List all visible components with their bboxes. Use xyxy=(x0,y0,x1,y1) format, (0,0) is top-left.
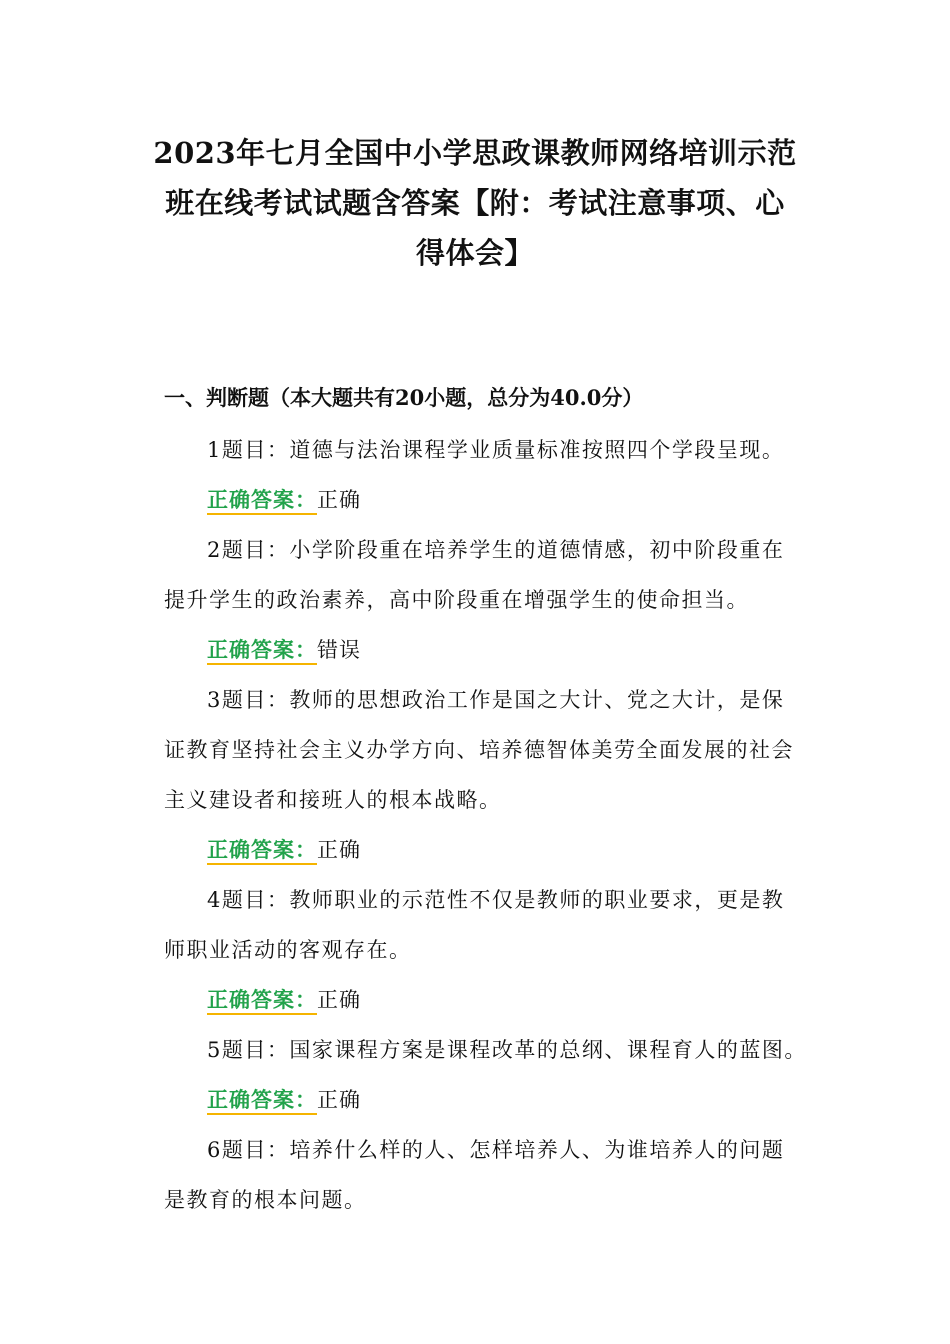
answer-2 xyxy=(207,634,361,666)
answer-value: 正确 xyxy=(317,838,361,862)
document-title xyxy=(150,128,800,278)
question-4-line: 师职业活动的客观存在。 xyxy=(164,938,412,962)
answer-5 xyxy=(207,1084,361,1116)
question-5-line: 5题目：国家课程方案是课程改革的总纲、课程育人的蓝图。 xyxy=(207,1038,807,1062)
answer-label: 正确答案： xyxy=(207,1087,317,1115)
answer-value: 错误 xyxy=(317,638,361,662)
question-1-line: 1题目：道德与法治课程学业质量标准按照四个学段呈现。 xyxy=(207,438,785,462)
question-3-line: 主义建设者和接班人的根本战略。 xyxy=(164,788,502,812)
title-line: 班在线考试试题含答案【附：考试注意事项、心 xyxy=(165,186,785,220)
answer-value: 正确 xyxy=(317,988,361,1012)
question-3-line: 3题目：教师的思想政治工作是国之大计、党之大计，是保 xyxy=(207,688,785,712)
question-6-line: 是教育的根本问题。 xyxy=(164,1188,367,1212)
title-line: 2023年七月全国中小学思政课教师网络培训示范 xyxy=(153,136,797,170)
answer-label: 正确答案： xyxy=(207,837,317,865)
section-heading: 一、判断题（本大题共有20小题，总分为40.0分） xyxy=(164,385,644,410)
answer-label: 正确答案： xyxy=(207,987,317,1015)
title-line: 得体会】 xyxy=(415,236,534,270)
answer-4 xyxy=(207,984,361,1016)
answer-value: 正确 xyxy=(317,1088,361,1112)
question-3-line: 证教育坚持社会主义办学方向、培养德智体美劳全面发展的社会 xyxy=(164,738,794,762)
question-4-line: 4题目：教师职业的示范性不仅是教师的职业要求，更是教 xyxy=(207,888,785,912)
question-2-line: 2题目：小学阶段重在培养学生的道德情感，初中阶段重在 xyxy=(207,538,785,562)
answer-value: 正确 xyxy=(317,488,361,512)
answer-label: 正确答案： xyxy=(207,637,317,665)
answer-label: 正确答案： xyxy=(207,487,317,515)
answer-3 xyxy=(207,834,361,866)
question-2-line: 提升学生的政治素养，高中阶段重在增强学生的使命担当。 xyxy=(164,588,749,612)
answer-1 xyxy=(207,484,361,516)
question-6-line: 6题目：培养什么样的人、怎样培养人、为谁培养人的问题 xyxy=(207,1138,785,1162)
